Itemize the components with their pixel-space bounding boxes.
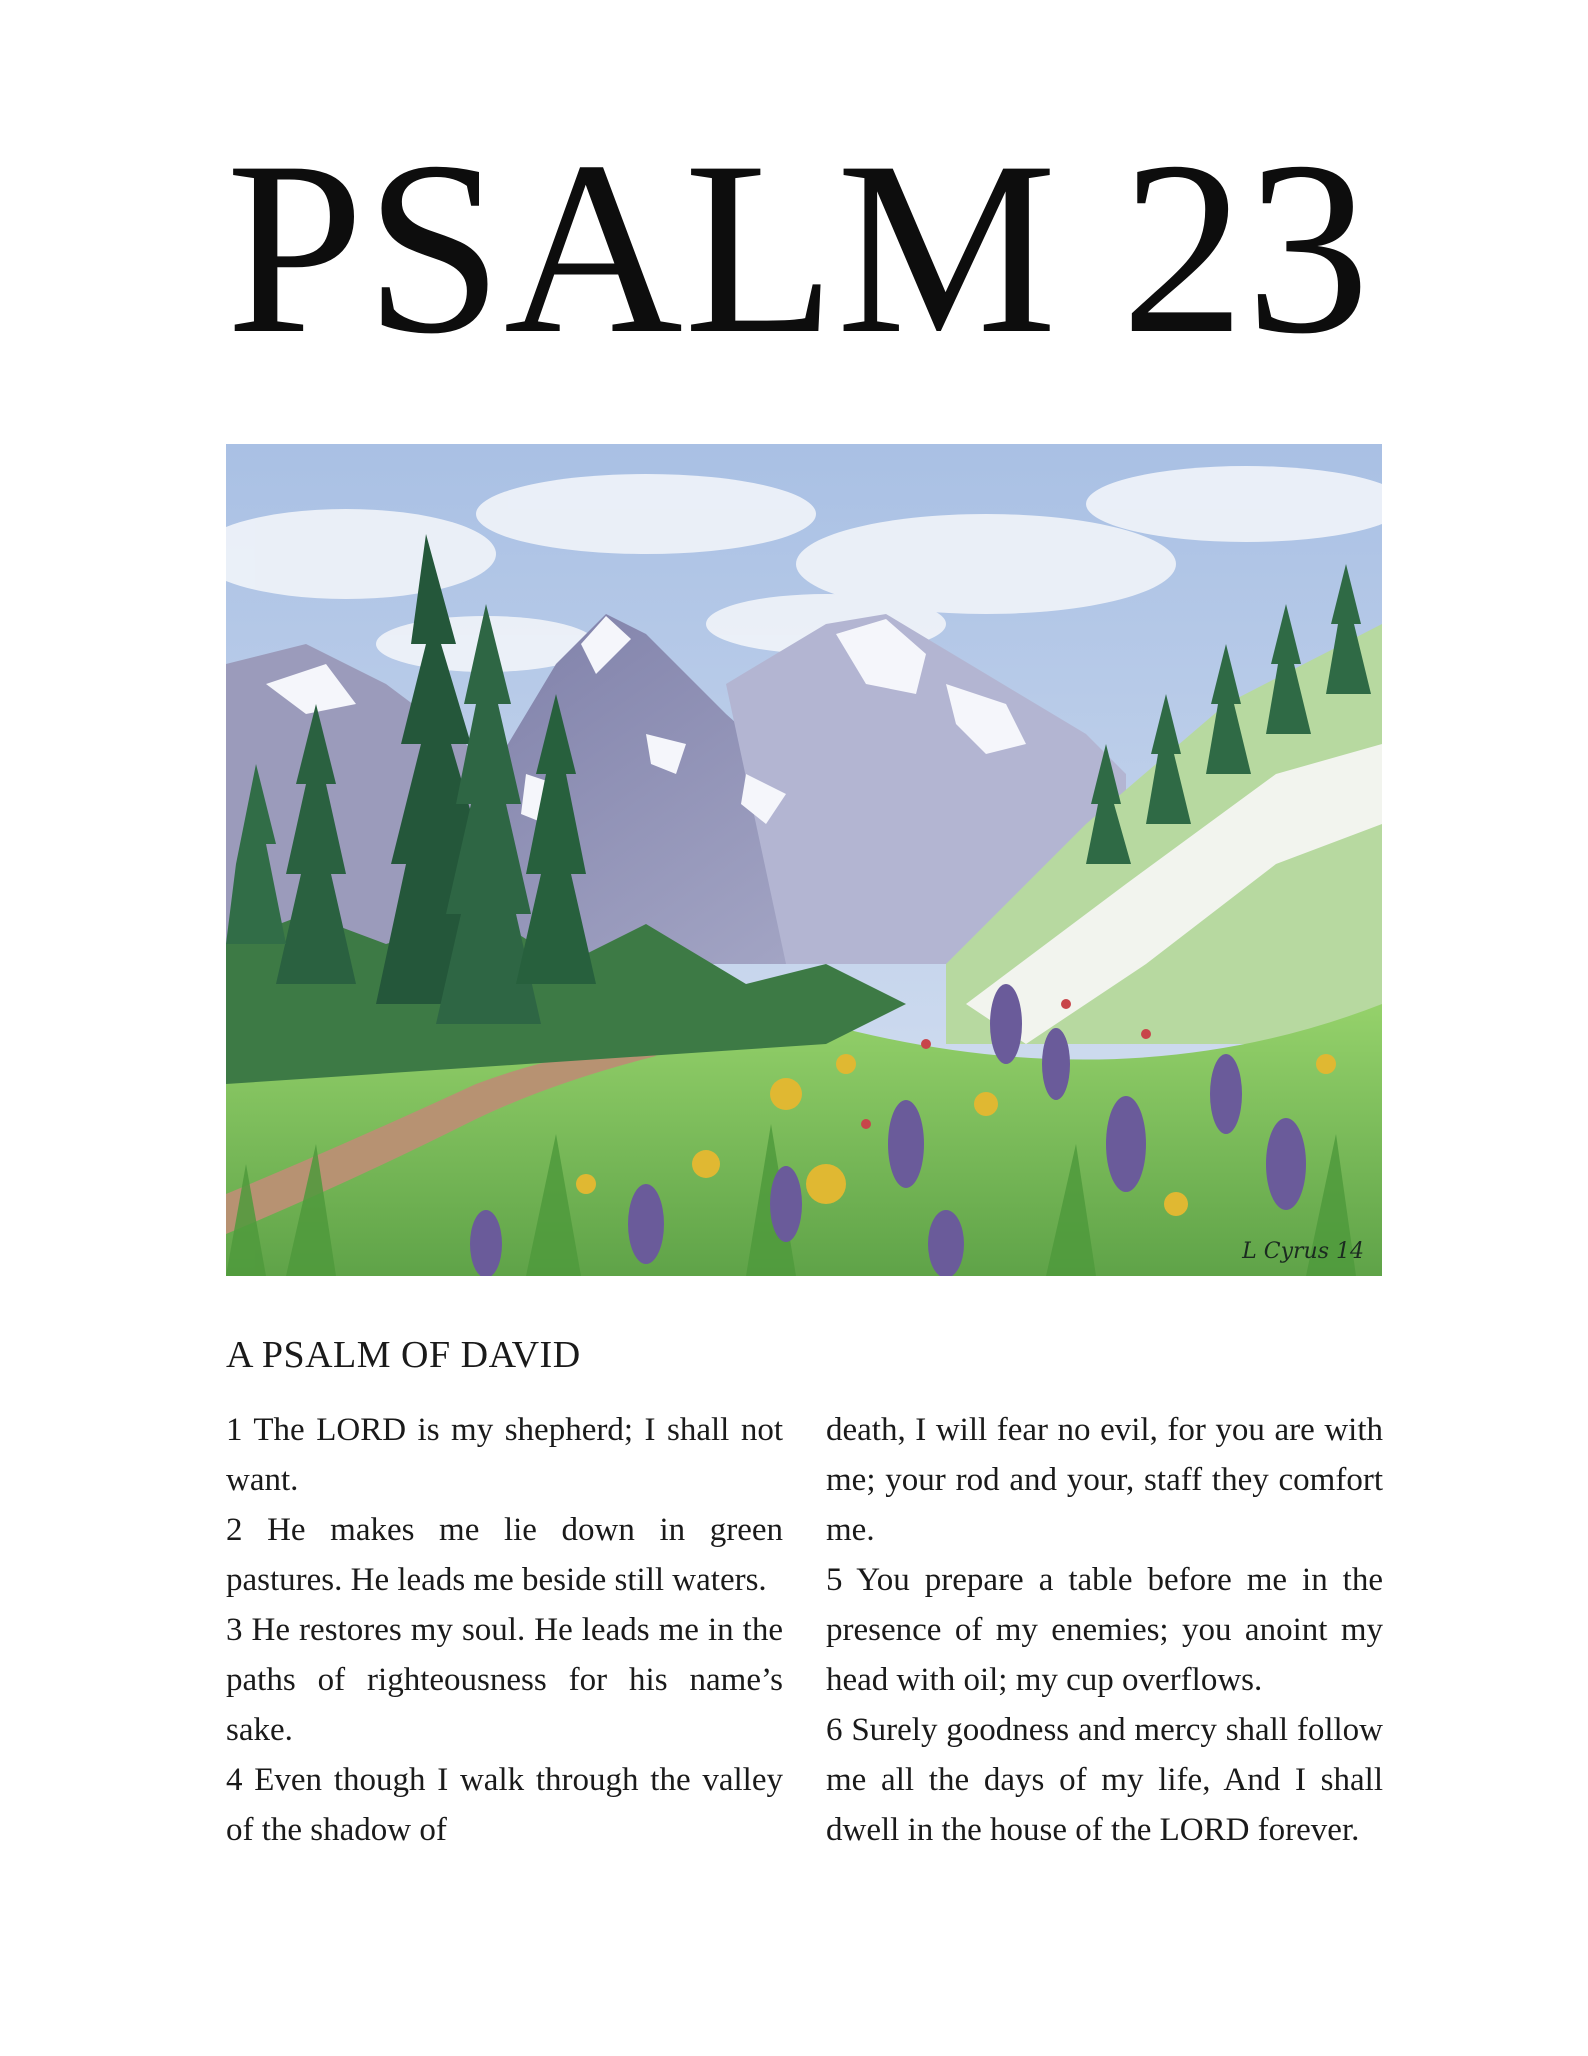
artist-signature: L Cyrus 14 — [1242, 1239, 1364, 1264]
psalm-subtitle: A PSALM OF DAVID — [226, 1334, 581, 1376]
verse-4-part-2: death, I will fear no evil, for you are with me; your rod and your, staff they comfort me. — [826, 1412, 1383, 1548]
watercolor-landscape-painting — [226, 444, 1382, 1276]
verse-2: 2 He makes me lie down in green pastures. He leads me beside still waters. — [226, 1512, 783, 1598]
page-title: PSALM 23 — [226, 110, 1371, 385]
verse-column-left — [226, 1405, 783, 1855]
verse-4-part-1: 4 Even though I walk through the valley of the shadow of — [226, 1762, 783, 1848]
verse-5: 5 You prepare a table before me in the presence of my enemies; you anoint my head with oil; my cup overflows. — [826, 1562, 1383, 1698]
verse-column-right — [826, 1405, 1383, 1855]
verse-1: 1 The LORD is my shepherd; I shall not want. — [226, 1412, 783, 1498]
verse-3: 3 He restores my soul. He leads me in the paths of righteousness for his name’s sake. — [226, 1612, 783, 1748]
landscape-illustration — [226, 444, 1382, 1276]
verse-6: 6 Surely goodness and mercy shall follow me all the days of my life, And I shall dwell in the house of the LORD forever. — [826, 1712, 1383, 1848]
